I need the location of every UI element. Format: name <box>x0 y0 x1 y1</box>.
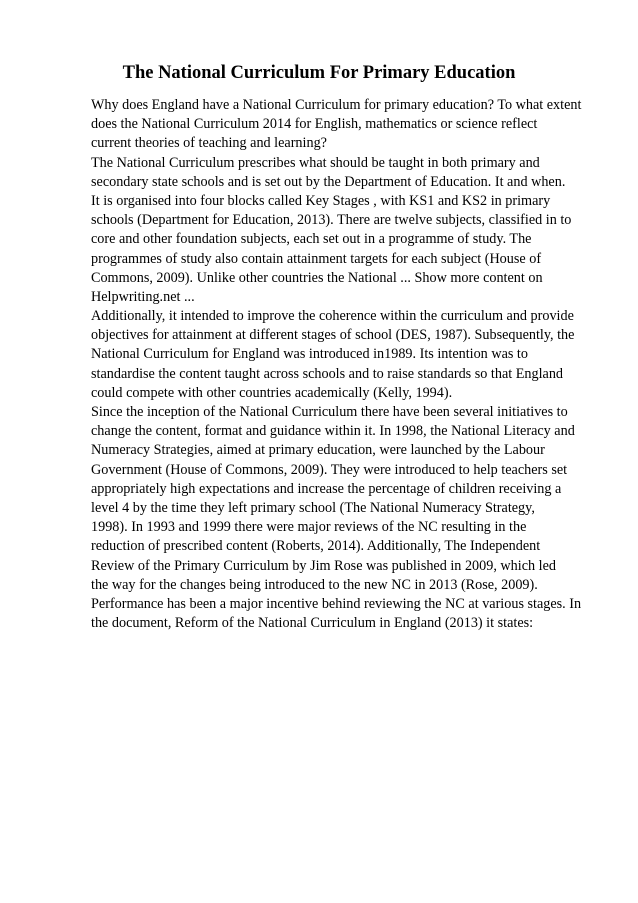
body-line: change the content, format and guidance within it. In 1998, the National Literacy and <box>91 423 575 440</box>
body-line: Commons, 2009). Unlike other countries the National ... Show more content on <box>91 269 543 286</box>
body-line: standardise the content taught across schools and to raise standards so that England <box>91 365 564 382</box>
body-line: core and other foundation subjects, each set out in a programme of study. The <box>91 231 532 248</box>
body-line: could compete with other countries academically (Kelly, 1994). <box>91 384 453 401</box>
body-line: schools (Department for Education, 2013). There are twelve subjects, classified in to <box>91 212 572 229</box>
body-line: Since the inception of the National Curriculum there have been several initiatives to <box>91 404 568 420</box>
body-line: secondary state schools and is set out by the Department of Education. It and when. <box>91 173 566 190</box>
body-line: appropriately high expectations and increase the percentage of children receiving a <box>91 480 562 497</box>
body-line: 1998). In 1993 and 1999 there were major reviews of the NC resulting in the <box>91 519 527 536</box>
document-body <box>91 96 611 633</box>
body-line: Government (House of Commons, 2009). They were introduced to help teachers set <box>91 461 568 478</box>
body-line: It is organised into four blocks called Key Stages , with KS1 and KS2 in primary <box>91 192 551 209</box>
body-line: objectives for attainment at different stages of school (DES, 1987). Subsequently, the <box>91 327 575 344</box>
body-line: the document, Reform of the National Curriculum in England (2013) it states: <box>91 615 534 632</box>
body-line: Performance has been a major incentive behind reviewing the NC at various stages. In <box>91 595 582 612</box>
body-line: Review of the Primary Curriculum by Jim Rose was published in 2009, which led <box>91 557 556 574</box>
body-line: The National Curriculum prescribes what should be taught in both primary and <box>91 154 540 171</box>
body-line: Additionally, it intended to improve the coherence within the curriculum and provide <box>91 308 574 325</box>
document-title: The National Curriculum For Primary Education <box>122 63 516 83</box>
body-line: current theories of teaching and learning? <box>91 135 327 152</box>
body-line: the way for the changes being introduced to the new NC in 2013 (Rose, 2009). <box>91 576 538 593</box>
body-line: does the National Curriculum 2014 for English, mathematics or science reflect <box>91 116 538 133</box>
body-line: National Curriculum for England was introduced in1989. Its intention was to <box>91 346 528 363</box>
body-line: reduction of prescribed content (Roberts, 2014). Additionally, The Independent <box>91 538 541 555</box>
body-line: Why does England have a National Curriculum for primary education? To what extent <box>91 97 582 113</box>
body-line: programmes of study also contain attainment targets for each subject (House of <box>91 250 542 267</box>
body-line: Helpwriting.net ... <box>91 288 195 305</box>
body-line: Numeracy Strategies, aimed at primary education, were launched by the Labour <box>91 442 545 459</box>
body-line: level 4 by the time they left primary school (The National Numeracy Strategy, <box>91 499 535 516</box>
